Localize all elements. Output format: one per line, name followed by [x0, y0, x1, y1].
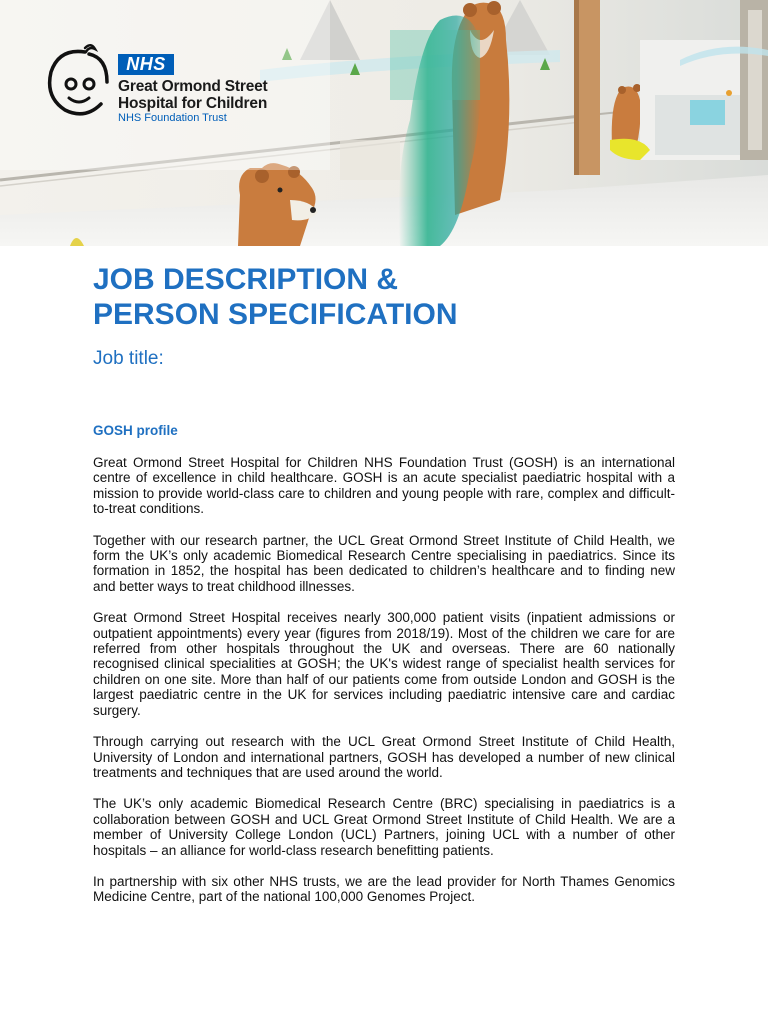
- document-title-line2: PERSON SPECIFICATION: [93, 298, 458, 331]
- nhs-badge: NHS: [118, 54, 174, 75]
- profile-body: [93, 455, 675, 921]
- paragraph-3: Great Ormond Street Hospital receives nearly 300,000 patient visits (inpatient admissions or outpatient appointments) every year (figures from 2018/19). Most of the children we care for are referred from other hospitals throughout the UK and overseas. There are 60 nationally recognised clinical specialities at GOSH; the UK's widest range of specialist health services for children on one site. More than half of our patients come from outside London and GOSH is the largest paediatric centre in the UK for services including paediatric intensive care and cardiac surgery.: [93, 610, 675, 718]
- logo-hospital-name-line1: Great Ormond Street: [118, 78, 268, 95]
- document-title-line1: JOB DESCRIPTION &: [93, 263, 399, 296]
- job-title-label: Job title:: [93, 348, 164, 369]
- header-photo: [0, 0, 768, 246]
- gosh-logo: [45, 42, 305, 132]
- child-face-icon: [45, 42, 117, 132]
- logo-hospital-name-line2: Hospital for Children: [118, 95, 268, 112]
- logo-trust-name: NHS Foundation Trust: [118, 112, 227, 124]
- paragraph-6: In partnership with six other NHS trusts, we are the lead provider for North Thames Genomics Medicine Centre, part of the national 100,000 Genomes Project.: [93, 873, 675, 905]
- section-heading: GOSH profile: [93, 423, 178, 438]
- paragraph-1: Great Ormond Street Hospital for Children NHS Foundation Trust (GOSH) is an international centre of excellence in child healthcare. GOSH is an acute specialist paediatric hospital with a mission to provide world-class care to children and young people with rare, complex and difficult-to-treat conditions.: [93, 455, 675, 517]
- paragraph-2: Together with our research partner, the UCL Great Ormond Street Institute of Child Health, we form the UK’s only academic Biomedical Research Centre specialising in paediatrics. Since its formation in 1852, the hospital has been dedicated to children’s healthcare and to finding new and better ways to treat childhood illnesses.: [93, 532, 675, 594]
- paragraph-4: Through carrying out research with the UCL Great Ormond Street Institute of Child Health, University of London and international partners, GOSH has developed a number of new clinical treatments and techniques that are used around the world.: [93, 734, 675, 780]
- paragraph-5: The UK’s only academic Biomedical Research Centre (BRC) specialising in paediatrics is a collaboration between GOSH and UCL Great Ormond Street Institute of Child Health. We are a member of University College London (UCL) Partners, joining UCL with a number of other hospitals – an alliance for world-class research benefitting patients.: [93, 796, 675, 858]
- document-title: [93, 262, 693, 332]
